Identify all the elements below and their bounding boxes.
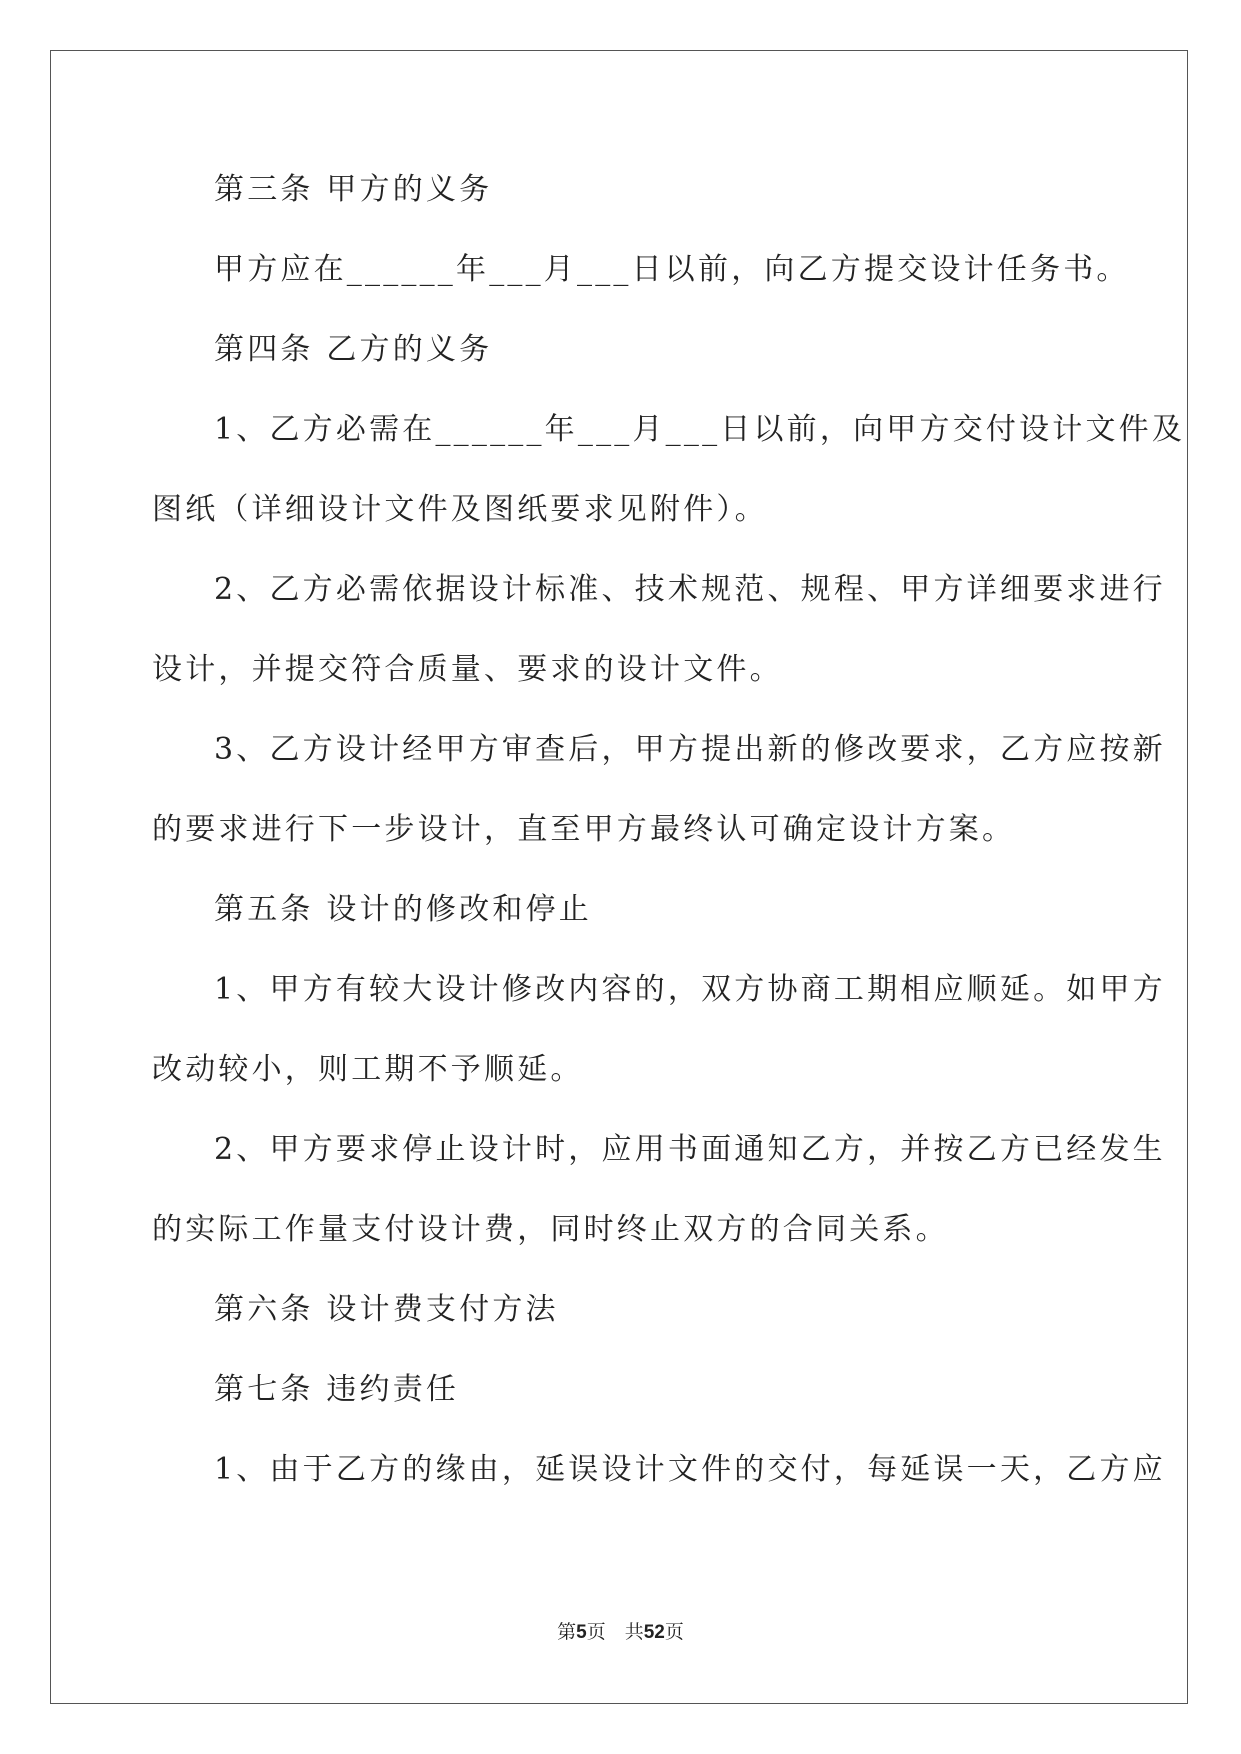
- footer-mid: 页 共: [586, 1621, 644, 1643]
- page-footer: [0, 1617, 1241, 1644]
- footer-prefix: 第: [557, 1621, 577, 1643]
- article-7-heading: 第七条 违约责任: [214, 1372, 460, 1407]
- paragraph: 3、乙方设计经甲方审查后，甲方提出新的修改要求，乙方应按新: [214, 732, 1166, 767]
- total-page-count: 52: [643, 1622, 665, 1643]
- paragraph-continuation: 的要求进行下一步设计，直至甲方最终认可确定设计方案。: [152, 812, 1016, 847]
- article-4-heading: 第四条 乙方的义务: [214, 332, 493, 367]
- article-6-heading: 第六条 设计费支付方法: [214, 1292, 559, 1327]
- paragraph: 1、由于乙方的缘由，延误设计文件的交付，每延误一天，乙方应: [214, 1452, 1166, 1487]
- article-5-heading: 第五条 设计的修改和停止: [214, 892, 592, 927]
- paragraph-continuation: 图纸（详细设计文件及图纸要求见附件）。: [152, 492, 768, 527]
- paragraph-continuation: 设计，并提交符合质量、要求的设计文件。: [152, 652, 783, 687]
- paragraph-continuation: 的实际工作量支付设计费，同时终止双方的合同关系。: [152, 1212, 949, 1247]
- paragraph: 甲方应在______年___月___日以前，向乙方提交设计任务书。: [214, 252, 1130, 287]
- article-3-heading: 第三条 甲方的义务: [214, 172, 493, 207]
- current-page-number: 5: [576, 1622, 587, 1643]
- footer-suffix: 页: [664, 1621, 684, 1643]
- paragraph: 1、乙方必需在______年___月___日以前，向甲方交付设计文件及: [214, 412, 1186, 447]
- paragraph: 2、乙方必需依据设计标准、技术规范、规程、甲方详细要求进行: [214, 572, 1166, 607]
- paragraph-continuation: 改动较小，则工期不予顺延。: [152, 1052, 584, 1087]
- paragraph: 2、甲方要求停止设计时，应用书面通知乙方，并按乙方已经发生: [214, 1132, 1166, 1167]
- paragraph: 1、甲方有较大设计修改内容的，双方协商工期相应顺延。如甲方: [214, 972, 1166, 1007]
